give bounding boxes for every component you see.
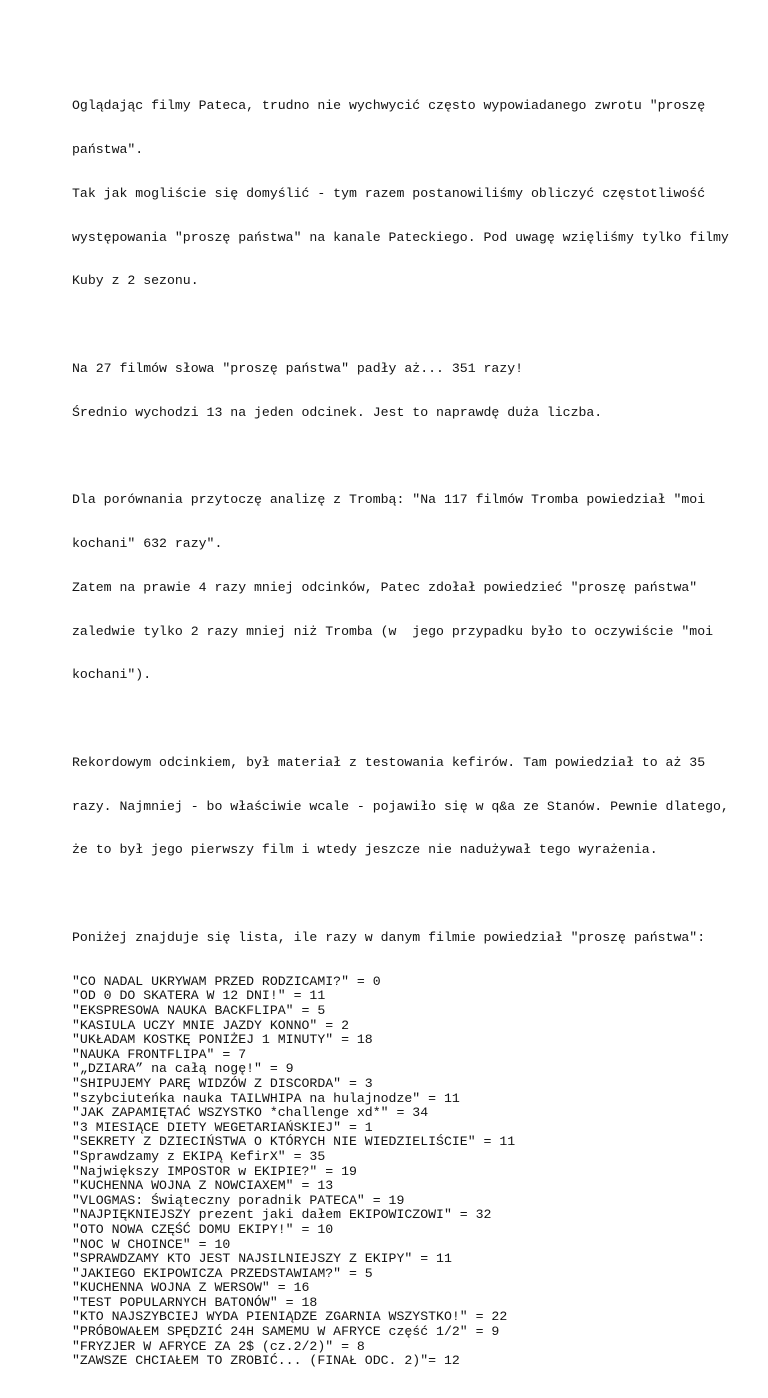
records-paragraph bbox=[72, 727, 732, 888]
episode-list-item: "UKŁADAM KOSTKĘ PONIŻEJ 1 MINUTY" = 18 bbox=[72, 1032, 373, 1048]
episode-list-item: "Największy IMPOSTOR w EKIPIE?" = 19 bbox=[72, 1163, 357, 1179]
text-line: kochani"). bbox=[72, 667, 152, 683]
text-line: Dla porównania przytoczę analizę z Trombą: "Na 117 filmów Tromba powiedział "moi bbox=[72, 492, 706, 508]
document-body bbox=[72, 70, 732, 1398]
list-intro: Poniżej znajduje się lista, ile razy w danym filmie powiedział "proszę państwa": bbox=[72, 930, 706, 946]
episode-list-item: "Sprawdzamy z EKIPĄ KefirX" = 35 bbox=[72, 1148, 326, 1164]
text-line: kochani" 632 razy". bbox=[72, 536, 223, 551]
text-line: Oglądając filmy Pateca, trudno nie wychwycić często wypowiadanego zwrotu "proszę bbox=[72, 98, 706, 114]
episode-list bbox=[72, 975, 732, 1369]
episode-list-item: "KUCHENNA WOJNA Z NOWCIAXEM" = 13 bbox=[72, 1178, 334, 1194]
episode-list-item: "JAKIEGO EKIPOWICZA PRZEDSTAWIAM?" = 5 bbox=[72, 1265, 373, 1281]
episode-list-item: "EKSPRESOWA NAUKA BACKFLIPA" = 5 bbox=[72, 1003, 326, 1018]
text-line: Średnio wychodzi 13 na jeden odcinek. Jest to naprawdę duża liczba. bbox=[72, 404, 603, 420]
episode-list-item: "JAK ZAPAMIĘTAĆ WSZYSTKO *challenge xd*" = 34 bbox=[72, 1105, 429, 1121]
text-line: zaledwie tylko 2 razy mniej niż Tromba (w jego przypadku było to oczywiście "moi bbox=[72, 623, 714, 639]
episode-list-item: "NAJPIĘKNIEJSZY prezent jaki dałem EKIPOWICZOWI" = 32 bbox=[72, 1207, 492, 1223]
episode-list-section bbox=[72, 902, 732, 1398]
episode-list-item: "KTO NAJSZYBCIEJ WYDA PIENIĄDZE ZGARNIA WSZYSTKO!" = 22 bbox=[72, 1309, 508, 1325]
episode-list-item: "SHIPUJEMY PARĘ WIDZÓW Z DISCORDA" = 3 bbox=[72, 1075, 373, 1091]
episode-list-item: "ZAWSZE CHCIAŁEM TO ZROBIĆ... (FINAŁ ODC. 2)"= 12 bbox=[72, 1353, 460, 1369]
text-line: Kuby z 2 sezonu. bbox=[72, 273, 199, 289]
episode-list-item: "3 MIESIĄCE DIETY WEGETARIAŃSKIEJ" = 1 bbox=[72, 1119, 373, 1135]
comparison-paragraph bbox=[72, 464, 732, 712]
text-line: razy. Najmniej - bo właściwie wcale - pojawiło się w q&a ze Stanów. Pewnie dlatego, bbox=[72, 798, 729, 814]
stats-paragraph bbox=[72, 333, 732, 450]
text-line: Tak jak mogliście się domyślić - tym razem postanowiliśmy obliczyć częstotliwość bbox=[72, 185, 706, 201]
episode-list-item: "OTO NOWA CZĘŚĆ DOMU EKIPY!" = 10 bbox=[72, 1221, 334, 1237]
text-line: że to był jego pierwszy film i wtedy jeszcze nie nadużywał tego wyrażenia. bbox=[72, 842, 658, 858]
episode-list-item: "szybciuteńka nauka TAILWHIPA na hulajnodze" = 11 bbox=[72, 1090, 460, 1106]
episode-list-item: "KASIULA UCZY MNIE JAZDY KONNO" = 2 bbox=[72, 1017, 349, 1033]
episode-list-item: "SPRAWDZAMY KTO JEST NAJSILNIEJSZY Z EKIPY" = 11 bbox=[72, 1251, 452, 1267]
episode-list-item: "FRYZJER W AFRYCE ZA 2$ (cz.2/2)" = 8 bbox=[72, 1338, 365, 1354]
episode-list-item: "NOC W CHOINCE" = 10 bbox=[72, 1236, 231, 1252]
text-line: państwa". bbox=[72, 141, 144, 157]
episode-list-item: "NAUKA FRONTFLIPA" = 7 bbox=[72, 1046, 247, 1062]
episode-list-item: "KUCHENNA WOJNA Z WERSOW" = 16 bbox=[72, 1280, 310, 1296]
episode-list-item: "OD 0 DO SKATERA W 12 DNI!" = 11 bbox=[72, 988, 326, 1004]
episode-list-item: "„DZIARA” na całą nogę!" = 9 bbox=[72, 1061, 294, 1077]
text-line: Na 27 filmów słowa "proszę państwa" padły aż... 351 razy! bbox=[72, 360, 524, 376]
text-line: Zatem na prawie 4 razy mniej odcinków, Patec zdołał powiedzieć "proszę państwa" bbox=[72, 579, 698, 595]
text-line: występowania "proszę państwa" na kanale Pateckiego. Pod uwagę wzięliśmy tylko filmy bbox=[72, 229, 729, 245]
episode-list-item: "TEST POPULARNYCH BATONÓW" = 18 bbox=[72, 1294, 318, 1310]
intro-paragraph bbox=[72, 70, 732, 318]
episode-list-item: "VLOGMAS: Świąteczny poradnik PATECA" = 19 bbox=[72, 1192, 405, 1208]
text-line: Rekordowym odcinkiem, był materiał z testowania kefirów. Tam powiedział to aż 35 bbox=[72, 754, 706, 770]
episode-list-item: "CO NADAL UKRYWAM PRZED RODZICAMI?" = 0 bbox=[72, 973, 381, 989]
episode-list-item: "SEKRETY Z DZIECIŃSTWA O KTÓRYCH NIE WIEDZIELIŚCIE" = 11 bbox=[72, 1134, 516, 1150]
episode-list-item: "PRÓBOWAŁEM SPĘDZIĆ 24H SAMEMU W AFRYCE część 1/2" = 9 bbox=[72, 1324, 500, 1340]
